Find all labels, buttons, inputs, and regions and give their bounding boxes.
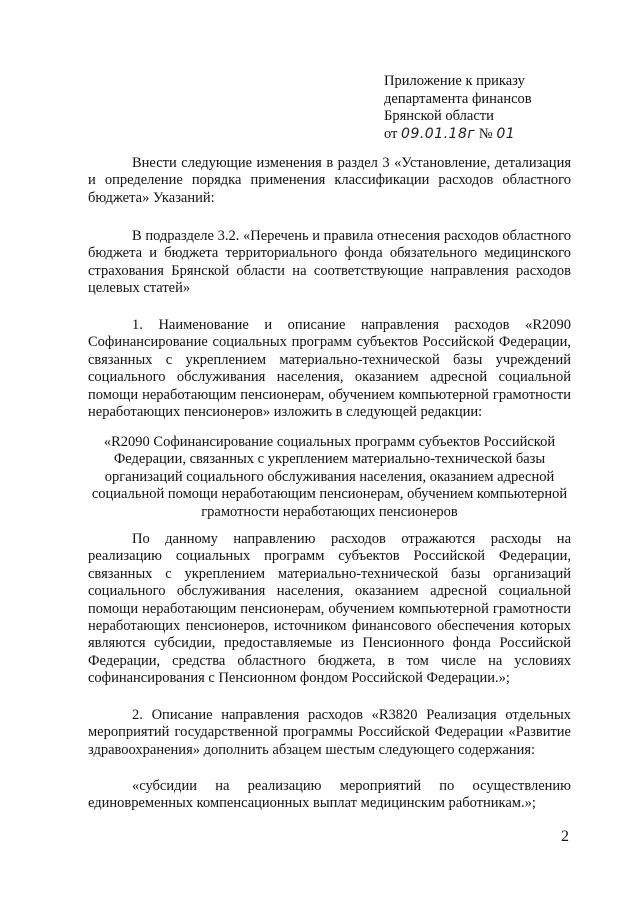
page-number: 2 bbox=[561, 828, 569, 845]
appendix-date-line bbox=[384, 126, 532, 144]
quoted-direction-name bbox=[88, 434, 571, 521]
number-prefix: № bbox=[478, 125, 493, 142]
item2-paragraph: 2. Описание направления расходов «R3820 Реализация отдельных мероприятий государственной программы Российской Федерации «Развитие здравоохранения» дополнить абзацем шестым следующего содержания: bbox=[88, 707, 571, 758]
item1-paragraph-block bbox=[88, 317, 571, 421]
quote-line: грамотности неработающих пенсионеров bbox=[201, 503, 458, 520]
appendix-line-3: Брянской области bbox=[384, 108, 494, 124]
appendix-block bbox=[384, 73, 532, 143]
appendix-line-2: департамента финансов bbox=[384, 90, 532, 107]
quote-line: Федерации, связанных с укреплением материально-технической базы bbox=[113, 451, 546, 468]
quote-line: социальной помощи неработающим пенсионерам, обучением компьютерной bbox=[91, 486, 568, 503]
intro-paragraph-block bbox=[88, 155, 571, 207]
subsection-paragraph-block bbox=[88, 228, 571, 298]
handwritten-number: 01 bbox=[496, 125, 516, 142]
handwritten-date: 09.01.18г bbox=[401, 125, 476, 142]
quote-line: «R2090 Софинансирование социальных программ субъектов Российской bbox=[103, 434, 556, 450]
date-prefix: от bbox=[384, 125, 398, 142]
item1-paragraph: 1. Наименование и описание направления расходов «R2090 Софинансирование социальных программ субъектов Российской Федерации, связанных с укреплением материально-технической базы учреждений социального обслуживания населения, оказанием адресной социальной помощи неработающим пенсионерам, обучением компьютерной грамотности неработающих пенсионеров» изложить в следующей редакции: bbox=[88, 317, 571, 421]
appendix-line-1: Приложение к приказу bbox=[384, 73, 525, 89]
item2-paragraph-block bbox=[88, 707, 571, 759]
direction-text-paragraph: По данному направлению расходов отражаются расходы на реализацию социальных программ субъектов Российской Федерации, связанных с укреплением материально-технической базы организаций социального обслуживания населения, оказанием адресной социальной помощи неработающим пенсионерам, обучением компьютерной грамотности неработающих пенсионеров, источником финансового обеспечения которых являются субсидии, предоставляемые из Пенсионного фонда Российской Федерации, средства областного бюджета, в том числе на условиях софинансирования с Пенсионном фондом Российской Федерации.»; bbox=[88, 531, 571, 687]
quote-line: организаций социального обслуживания населения, оказанием адресной bbox=[104, 468, 555, 485]
subsidy-paragraph-block bbox=[88, 778, 571, 813]
intro-paragraph: Внести следующие изменения в раздел 3 «Установление, детализация и определение порядка применения классификации расходов областного бюджета» Указаний: bbox=[88, 155, 571, 206]
subsidy-paragraph: «субсидии на реализацию мероприятий по осуществлению единовременных компенсационных выплат медицинским работникам.»; bbox=[88, 778, 571, 812]
direction-text-block bbox=[88, 531, 571, 688]
subsection-paragraph: В подразделе 3.2. «Перечень и правила отнесения расходов областного бюджета и бюджета территориального фонда обязательного медицинского страхования Брянской области на соответствующие направления расходов целевых статей» bbox=[88, 228, 571, 297]
